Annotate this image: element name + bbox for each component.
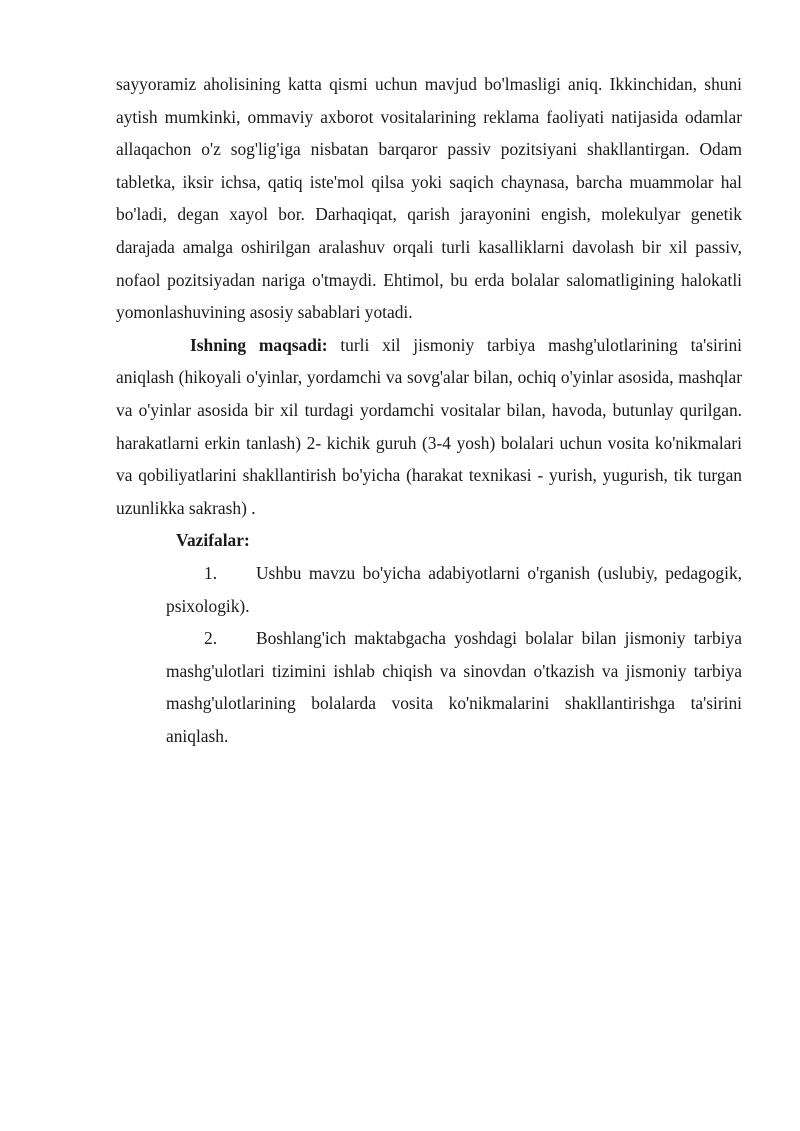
task-number: 1. <box>204 562 218 583</box>
intro-paragraph: sayyoramiz aholisining katta qismi uchun mavjud bo'lmasligi aniq. Ikkinchidan, shuni aytish mumkinki, ommaviy axborot vositalarining reklama faoliyati natijasida odamlar allaqachon o'z sog'lig'iga nisbatan barqaror passiv pozitsiyani shakllantirgan. Odam tabletka, iksir ichsa, qatiq iste'mol qilsa yoki saqich chaynasa, barcha muammolar hal bo'ladi, degan xayol bor. Darhaqiqat, qarish jarayonini engish, molekulyar genetik darajada amalga oshirilgan aralashuv orqali turli kasalliklarni davolash bir xil passiv, nofaol pozitsiyadan nariga o'tmaydi. Ehtimol, bu erda bolalar salomatligining halokatli yomonlashuvining asosiy sabablari yotadi. <box>116 74 742 323</box>
task-item-1 <box>166 557 742 622</box>
task-item-2 <box>166 622 742 752</box>
task-text: Ushbu mavzu bo'yicha adabiyotlarni o'rganish (uslubiy, pedagogik, psixologik). <box>166 562 742 616</box>
goal-paragraph <box>116 329 742 525</box>
document-page <box>116 68 742 752</box>
task-number: 2. <box>204 628 218 649</box>
tasks-heading: Vazifalar: <box>176 530 250 551</box>
task-text: Boshlang'ich maktabgacha yoshdagi bolalar bilan jismoniy tarbiya mashg'ulotlari tizimini ishlab chiqish va sinovdan o'tkazish va jismoniy tarbiya mashg'ulotlarining bolalarda vosita ko'nikmalarini shakllantirishga ta'sirini aniqlash. <box>166 628 742 746</box>
goal-label: Ishning maqsadi: <box>190 334 328 355</box>
goal-text: turli xil jismoniy tarbiya mashg'ulotlarining ta'sirini aniqlash (hikoyali o'yinlar, yordamchi va sovg'alar bilan, ochiq o'yinlar asosida, mashqlar va o'yinlar asosida bir xil turdagi yordamchi vositalar bilan, havoda, butunlay qurilgan. harakatlarni erkin tanlash) 2- kichik guruh (3-4 yosh) bolalari uchun vosita ko'nikmalari va qobiliyatlarini shakllantirish bo'yicha (harakat texnikasi - yurish, yugurish, tik turgan uzunlikka sakrash) . <box>116 334 743 518</box>
